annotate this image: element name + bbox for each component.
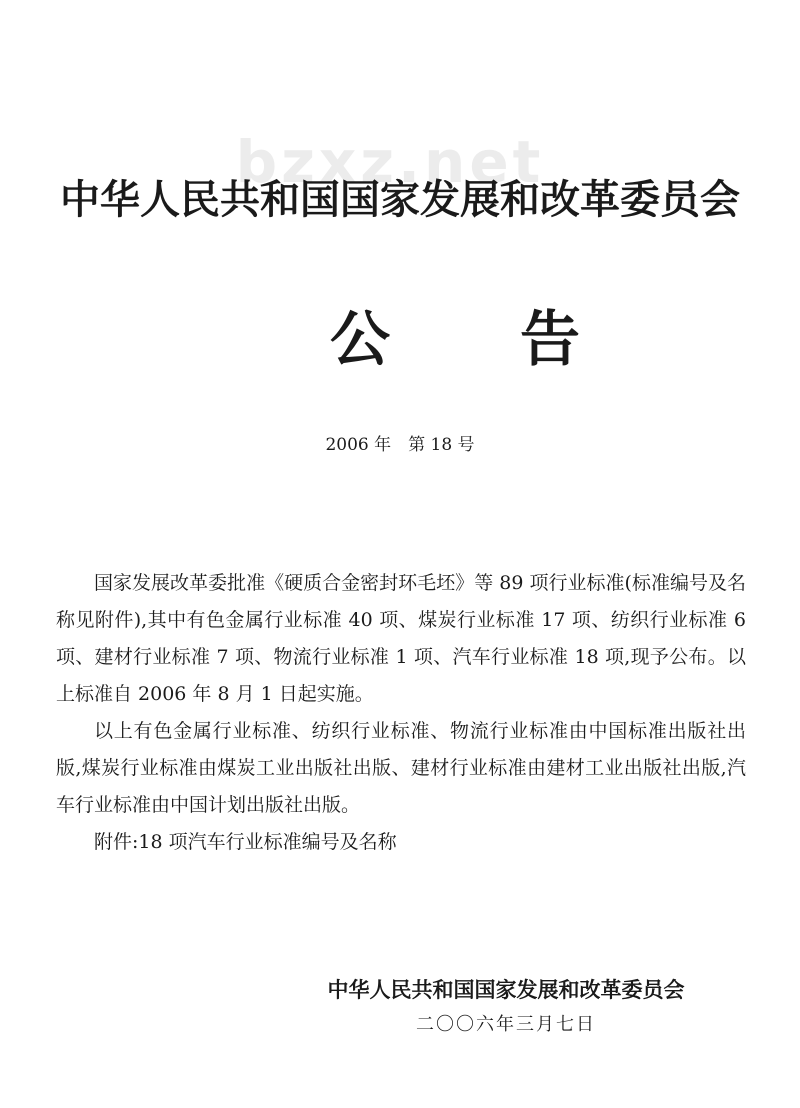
issue-date: 二〇〇六年三月七日 [416, 1014, 596, 1035]
issuer-title: 中华人民共和国国家发展和改革委员会 [60, 176, 740, 223]
attachment-note: 附件:18 项汽车行业标准编号及名称 [94, 831, 397, 853]
signature-issuer: 中华人民共和国国家发展和改革委员会 [327, 977, 685, 1002]
document-number: 2006 年 第 18 号 [325, 435, 475, 455]
announcement-body [56, 565, 746, 861]
body-paragraph: 以上有色金属行业标准、纺织行业标准、物流行业标准由中国标准出版社出版,煤炭行业标准由煤炭工业出版社出版、建材行业标准由建材工业出版社出版,汽车行业标准由中国计划出版社出版。 [56, 720, 746, 816]
announcement-title: 公告 [330, 305, 710, 375]
watermark: bzxz.net [235, 128, 545, 196]
body-paragraph: 国家发展改革委批准《硬质合金密封环毛坯》等 89 项行业标准(标准编号及名称见附件),其中有色金属行业标准 40 项、煤炭行业标准 17 项、纺织行业标准 6 项、建材行业标准 7 项、物流行业标准 1 项、汽车行业标准 18 项,现予公布。以上标准自 2006 年 8 月 1 日起实施。 [56, 572, 746, 705]
